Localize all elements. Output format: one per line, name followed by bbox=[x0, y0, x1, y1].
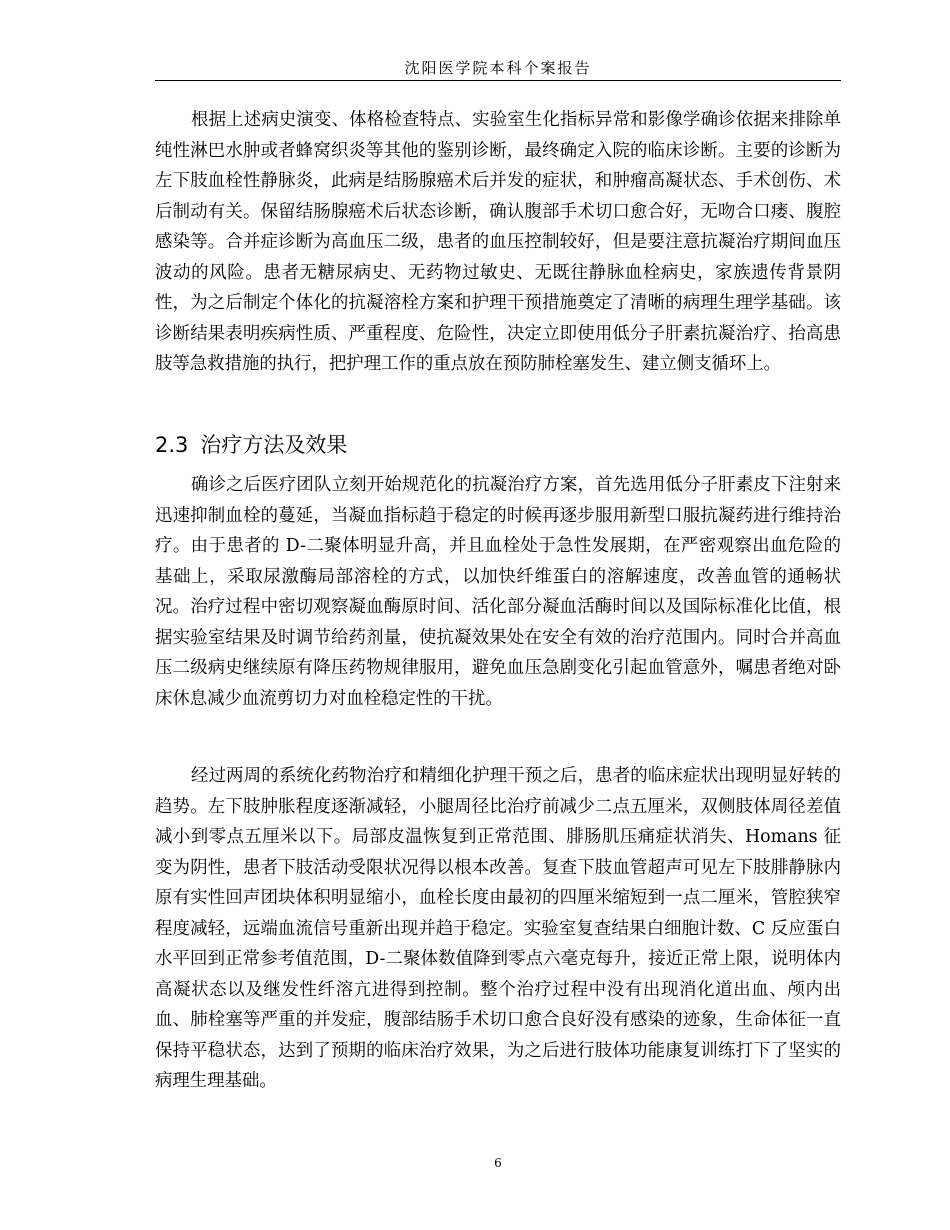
section-heading bbox=[155, 428, 841, 462]
page-header-title: 沈阳医学院本科个案报告 bbox=[404, 59, 592, 77]
page-number: 6 bbox=[494, 1156, 502, 1170]
paragraph-treatment-plan: 确诊之后医疗团队立刻开始规范化的抗凝治疗方案，首先选用低分子肝素皮下注射来迅速抑制血栓的蔓延，当凝血指标趋于稳定的时候再逐步服用新型口服抗凝药进行维持治疗。由于患者的 D-二聚体明显升高，并且血栓处于急性发展期，在严密观察出血危险的基础上，采取尿激酶局部溶栓的方式，以加快纤维蛋白的溶解速度，改善血管的通畅状况。治疗过程中密切观察凝血酶原时间、活化部分凝血活酶时间以及国际标准化比值，根据实验室结果及时调节给药剂量，使抗凝效果处在安全有效的治疗范围内。同时合并高血压二级病史继续原有降压药物规律服用，避免血压急剧变化引起血管意外，嘱患者绝对卧床休息减少血流剪切力对血栓稳定性的干扰。 bbox=[155, 475, 841, 709]
section-number: 2.3 bbox=[155, 433, 189, 457]
paragraph-treatment-outcome: 经过两周的系统化药物治疗和精细化护理干预之后，患者的临床症状出现明显好转的趋势。左下肢肿胀程度逐渐减轻，小腿周径比治疗前减少二点五厘米，双侧肢体周径差值减小到零点五厘米以下。局部皮温恢复到正常范围、腓肠肌压痛症状消失、Homans 征变为阴性，患者下肢活动受限状况得以根本改善。复查下肢血管超声可见左下肢腓静脉内原有实性回声团块体积明显缩小，血栓长度由最初的四厘米缩短到一点二厘米，管腔狭窄程度减轻，远端血流信号重新出现并趋于稳定。实验室复查结果白细胞计数、C 反应蛋白水平回到正常参考值范围，D-二聚体数值降到零点六毫克每升，接近正常上限，说明体内高凝状态以及继发性纤溶亢进得到控制。整个治疗过程中没有出现消化道出血、颅内出血、肺栓塞等严重的并发症，腹部结肠手术切口愈合良好没有感染的迹象，生命体征一直保持平稳状态，达到了预期的临床治疗效果，为之后进行肢体功能康复训练打下了坚实的病理生理基础。 bbox=[155, 766, 841, 1091]
section-title: 治疗方法及效果 bbox=[200, 433, 348, 457]
header-divider bbox=[155, 80, 841, 81]
paragraph-diagnosis-summary: 根据上述病史演变、体格检查特点、实验室生化指标异常和影像学确诊依据来排除单纯性淋巴水肿或者蜂窝织炎等其他的鉴别诊断，最终确定入院的临床诊断。主要的诊断为左下肢血栓性静脉炎，此病是结肠腺癌术后并发的症状，和肿瘤高凝状态、手术创伤、术后制动有关。保留结肠腺癌术后状态诊断，确认腹部手术切口愈合好，无吻合口瘘、腹腔感染等。合并症诊断为高血压二级，患者的血压控制较好，但是要注意抗凝治疗期间血压波动的风险。患者无糖尿病史、无药物过敏史、无既往静脉血栓病史，家族遗传背景阴性，为之后制定个体化的抗凝溶栓方案和护理干预措施奠定了清晰的病理生理学基础。该诊断结果表明疾病性质、严重程度、危险性，决定立即使用低分子肝素抗凝治疗、抬高患肢等急救措施的执行，把护理工作的重点放在预防肺栓塞发生、建立侧支循环上。 bbox=[155, 110, 841, 374]
